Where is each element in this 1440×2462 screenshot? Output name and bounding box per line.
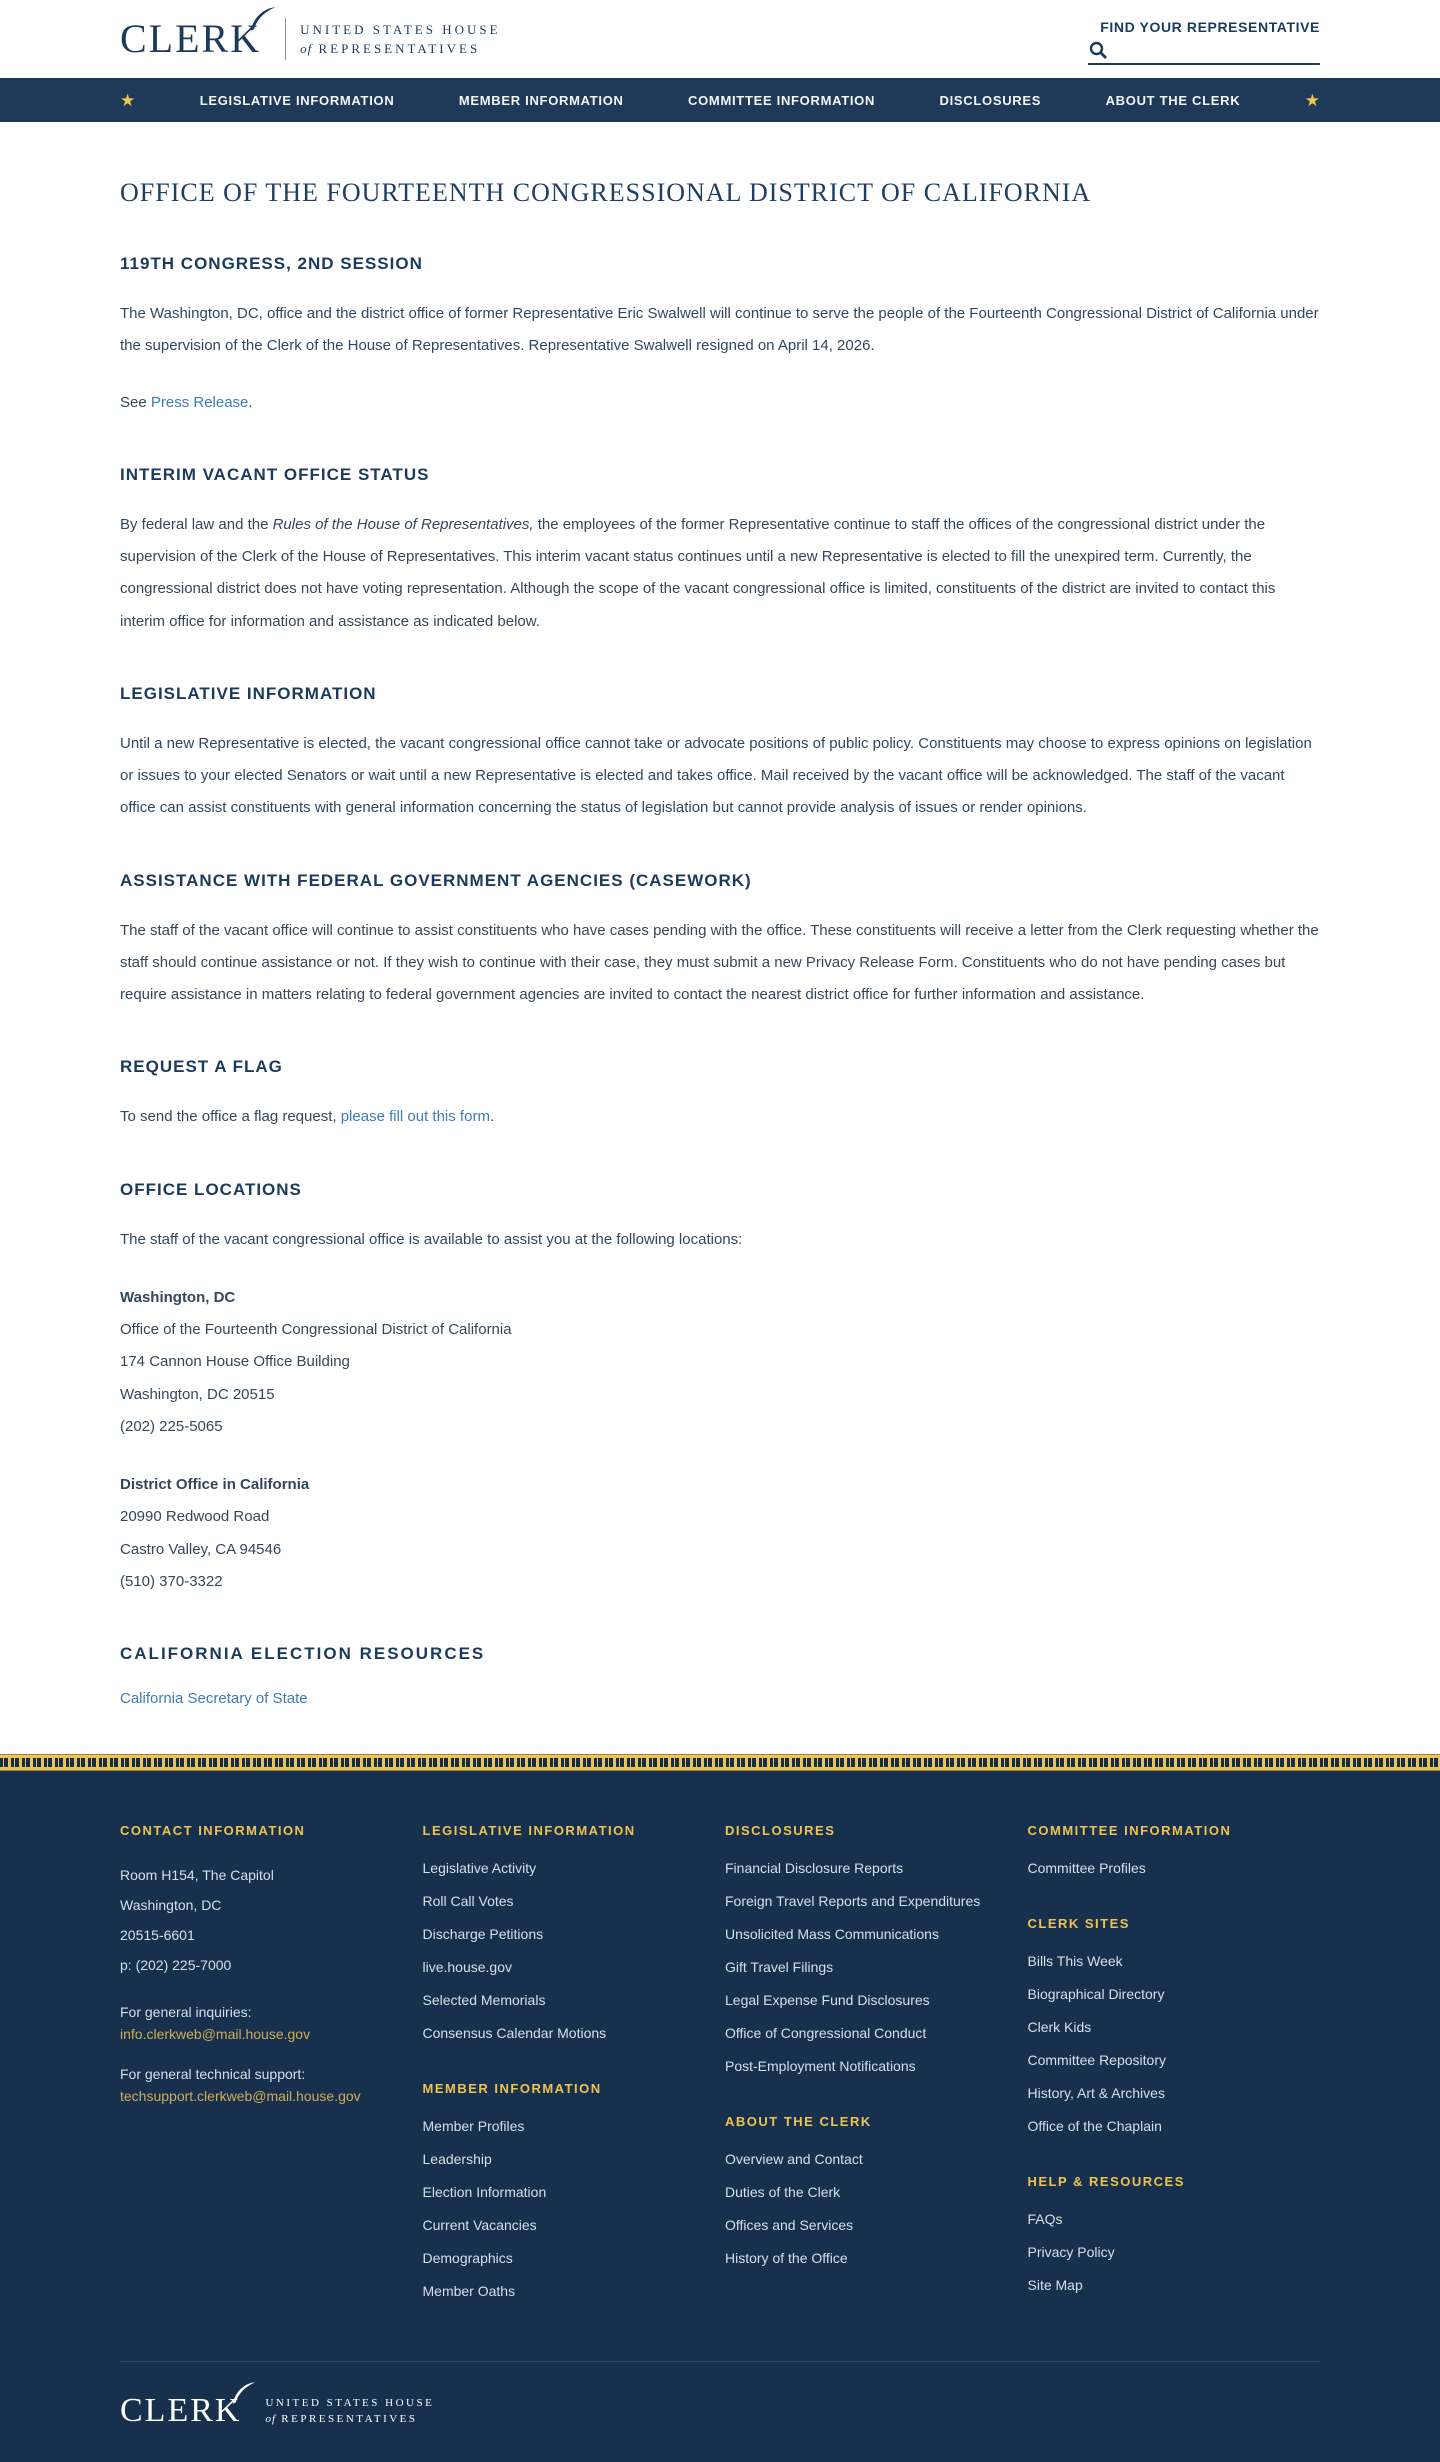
- footer-link-discharge-petitions[interactable]: Discharge Petitions: [422, 1926, 544, 1942]
- clerk-logo-word: CLERK: [120, 19, 271, 59]
- footer-clerk-sites-group: [1028, 1916, 1321, 2134]
- election-resources-heading: CALIFORNIA ELECTION RESOURCES: [120, 1644, 486, 1663]
- greek-key-border: [0, 1754, 1440, 1771]
- logo-divider: [285, 18, 286, 60]
- dc-office-line: Washington, DC 20515: [120, 1385, 275, 1403]
- district-office-title: District Office in California: [120, 1476, 310, 1493]
- footer-link-election-information[interactable]: Election Information: [422, 2184, 547, 2200]
- contact-address-line: Room H154, The Capitol: [120, 1867, 274, 1883]
- press-release-link[interactable]: Press Release: [150, 393, 249, 411]
- find-representative-label: FIND YOUR REPRESENTATIVE: [1100, 19, 1320, 35]
- footer-link-faqs[interactable]: FAQs: [1027, 2211, 1063, 2227]
- find-representative: [1088, 13, 1320, 65]
- footer-link-overview-and-contact[interactable]: Overview and Contact: [725, 2151, 863, 2167]
- dc-office-address: [120, 1282, 1320, 1443]
- flag-request-form-link[interactable]: please fill out this form: [340, 1108, 490, 1126]
- footer-link-foreign-travel-reports[interactable]: Foreign Travel Reports and Expenditures: [725, 1893, 981, 1909]
- footer-disclosures-group: [725, 1823, 1018, 2074]
- footer-link-consensus-calendar-motions[interactable]: Consensus Calendar Motions: [422, 2025, 607, 2041]
- footer-committee-heading: COMMITTEE INFORMATION: [1027, 1823, 1232, 1838]
- legislative-information-paragraph: Until a new Representative is elected, the vacant congressional office cannot take or advocate positions of public policy. Constituents may choose to express opinions on legislation or issues to your elected Senators or wait until a new Representative is elected and takes office. Mail received by the vacant office will be acknowledged. The staff of the vacant office can assist constituents with general information concerning the status of legislation but cannot provide analysis of issues or render opinions.: [120, 734, 1312, 817]
- contact-information-heading: CONTACT INFORMATION: [120, 1823, 306, 1838]
- congress-session-paragraph: The Washington, DC, office and the district office of former Representative Eric Swalwell will continue to serve the people of the Fourteenth Congressional District of California under the supervision of the Clerk of the House of Representatives. Representative Swalwell resigned on April 14, 2026.: [120, 305, 1319, 355]
- footer-logo-tagline-line2: REPRESENTATIVES: [281, 2413, 418, 2425]
- casework-heading: ASSISTANCE WITH FEDERAL GOVERNMENT AGENCIES (CASEWORK): [120, 870, 752, 890]
- general-inquiries-label: For general inquiries:: [120, 2004, 252, 2021]
- footer-link-site-map[interactable]: Site Map: [1027, 2277, 1083, 2293]
- interim-status-paragraph: [120, 509, 1320, 638]
- press-release-prefix: See: [120, 393, 151, 411]
- footer-link-history-art-archives[interactable]: History, Art & Archives: [1027, 2085, 1165, 2101]
- footer-link-live-house-gov[interactable]: live.house.gov: [422, 1959, 513, 1975]
- footer-link-selected-memorials[interactable]: Selected Memorials: [422, 1992, 546, 2008]
- footer-legislative-heading: LEGISLATIVE INFORMATION: [422, 1823, 636, 1838]
- footer-legislative-group: [423, 1823, 716, 2041]
- footer-contact-column: [120, 1823, 413, 2339]
- footer-disclosures-column: [725, 1823, 1018, 2339]
- footer-member-group: [423, 2081, 716, 2299]
- district-office-line: 20990 Redwood Road: [120, 1508, 270, 1526]
- footer-link-member-oaths[interactable]: Member Oaths: [422, 2283, 516, 2299]
- footer-disclosures-heading: DISCLOSURES: [725, 1823, 836, 1838]
- footer-help-resources-heading: HELP & RESOURCES: [1027, 2174, 1185, 2189]
- star-icon-right: ★: [1304, 90, 1320, 110]
- footer-link-duties-of-the-clerk[interactable]: Duties of the Clerk: [725, 2184, 841, 2200]
- nav-committee-information[interactable]: COMMITTEE INFORMATION: [688, 92, 876, 108]
- dc-office-line: Office of the Fourteenth Congressional District of California: [120, 1321, 512, 1338]
- press-release-period: .: [248, 393, 253, 411]
- casework-paragraph: The staff of the vacant office will continue to assist constituents who have cases pending with the office. These constituents will receive a letter from the Clerk requesting whether the staff should continue assistance or not. If they wish to continue with their case, they must submit a new Privacy Release Form. Constituents who do not have pending cases but require assistance in matters relating to federal government agencies are invited to contact the nearest district office for further information and assistance.: [120, 921, 1319, 1003]
- logo-tagline-line2: REPRESENTATIVES: [318, 41, 481, 56]
- contact-address-line: Washington, DC: [120, 1897, 222, 1914]
- footer-link-legal-expense-fund-disclosures[interactable]: Legal Expense Fund Disclosures: [725, 1992, 930, 2008]
- logo-tagline: [300, 20, 500, 59]
- footer-clerk-sites-heading: CLERK SITES: [1027, 1916, 1130, 1931]
- footer-link-member-profiles[interactable]: Member Profiles: [422, 2118, 525, 2134]
- footer-link-office-of-congressional-conduct[interactable]: Office of Congressional Conduct: [725, 2025, 927, 2041]
- nav-member-information[interactable]: MEMBER INFORMATION: [458, 92, 624, 108]
- footer-about-clerk-group: [725, 2114, 1018, 2266]
- contact-address-line: 20515-6601: [120, 1927, 195, 1944]
- footer-help-resources-group: [1028, 2174, 1321, 2293]
- footer-link-gift-travel-filings[interactable]: Gift Travel Filings: [725, 1959, 834, 1975]
- footer-link-biographical-directory[interactable]: Biographical Directory: [1027, 1986, 1165, 2002]
- nav-disclosures[interactable]: DISCLOSURES: [939, 92, 1042, 108]
- interim-text-before: By federal law and the: [120, 515, 273, 533]
- footer-link-legislative-activity[interactable]: Legislative Activity: [422, 1860, 537, 1876]
- district-office-line: Castro Valley, CA 94546: [120, 1540, 282, 1558]
- dc-office-title: Washington, DC: [120, 1288, 236, 1306]
- nav-legislative-information[interactable]: LEGISLATIVE INFORMATION: [199, 92, 395, 108]
- footer-about-clerk-heading: ABOUT THE CLERK: [725, 2114, 872, 2129]
- quill-icon: [232, 2379, 257, 2407]
- logo-tagline-of: of: [300, 41, 313, 56]
- search-input[interactable]: [1114, 40, 1320, 60]
- main-nav: [0, 78, 1440, 122]
- quill-icon: [250, 4, 277, 34]
- page-title: OFFICE OF THE FOURTEENTH CONGRESSIONAL DISTRICT OF CALIFORNIA: [120, 178, 1092, 207]
- footer-link-clerk-kids[interactable]: Clerk Kids: [1027, 2019, 1092, 2035]
- legislative-information-heading: LEGISLATIVE INFORMATION: [120, 683, 377, 703]
- footer-link-bills-this-week[interactable]: Bills This Week: [1027, 1953, 1123, 1969]
- contact-address: [120, 1860, 413, 1980]
- technical-support-label: For general technical support:: [120, 2066, 306, 2083]
- search-icon[interactable]: [1088, 40, 1108, 60]
- footer-link-unsolicited-mass-communications[interactable]: Unsolicited Mass Communications: [725, 1926, 939, 1942]
- press-release-line: [120, 387, 1320, 419]
- inquiries-email-link[interactable]: info.clerkweb@mail.house.gov: [120, 2026, 311, 2043]
- request-flag-prefix: To send the office a flag request,: [120, 1108, 341, 1126]
- district-office-phone: (510) 370-3322: [120, 1572, 223, 1590]
- rules-title-italic: Rules of the House of Representatives,: [272, 515, 534, 533]
- footer-link-current-vacancies[interactable]: Current Vacancies: [422, 2217, 537, 2233]
- footer-link-privacy-policy[interactable]: Privacy Policy: [1027, 2244, 1115, 2260]
- footer-link-post-employment-notifications[interactable]: Post-Employment Notifications: [725, 2058, 916, 2074]
- footer-logo-tagline: [265, 2395, 434, 2428]
- footer-committee-column: [1028, 1823, 1321, 2339]
- footer-bottom: [120, 2361, 1320, 2428]
- dc-office-phone: (202) 225-5065: [120, 1417, 223, 1435]
- footer-committee-group: [1028, 1823, 1321, 1876]
- footer-member-heading: MEMBER INFORMATION: [422, 2081, 602, 2096]
- clerk-logo[interactable]: [120, 18, 501, 60]
- footer-link-leadership[interactable]: Leadership: [422, 2151, 492, 2167]
- footer-link-history-of-the-office[interactable]: History of the Office: [725, 2250, 848, 2266]
- support-email-link[interactable]: techsupport.clerkweb@mail.house.gov: [120, 2088, 361, 2105]
- main-content: [120, 122, 1320, 1754]
- footer-link-office-of-the-chaplain[interactable]: Office of the Chaplain: [1027, 2118, 1162, 2134]
- dc-office-line: 174 Cannon House Office Building: [120, 1353, 350, 1371]
- footer-link-financial-disclosure-reports[interactable]: Financial Disclosure Reports: [725, 1860, 904, 1876]
- footer-logo-tagline-line1: UNITED STATES HOUSE: [265, 2396, 435, 2409]
- footer-legislative-column: [423, 1823, 716, 2339]
- footer-link-committee-profiles[interactable]: Committee Profiles: [1027, 1860, 1146, 1876]
- star-icon-left: ★: [120, 90, 136, 110]
- site-header: [0, 0, 1440, 78]
- footer-link-offices-and-services[interactable]: Offices and Services: [725, 2217, 854, 2233]
- footer-link-committee-repository[interactable]: Committee Repository: [1027, 2052, 1166, 2068]
- request-flag-period: .: [489, 1108, 495, 1126]
- footer-link-roll-call-votes[interactable]: Roll Call Votes: [422, 1893, 514, 1909]
- congress-session-heading: 119TH CONGRESS, 2ND SESSION: [120, 254, 423, 273]
- district-office-address: [120, 1469, 1320, 1598]
- office-locations-heading: OFFICE LOCATIONS: [120, 1179, 302, 1199]
- request-flag-heading: REQUEST A FLAG: [120, 1057, 283, 1077]
- footer-logo-tagline-of: of: [265, 2413, 277, 2425]
- california-secretary-of-state-link[interactable]: California Secretary of State: [120, 1690, 308, 1707]
- contact-phone: p: (202) 225-7000: [120, 1957, 232, 1974]
- request-flag-line: [120, 1101, 1320, 1133]
- footer-clerk-logo-word: CLERK: [120, 2394, 251, 2428]
- nav-about-the-clerk[interactable]: ABOUT THE CLERK: [1105, 92, 1241, 108]
- interim-status-heading: INTERIM VACANT OFFICE STATUS: [120, 464, 430, 484]
- logo-tagline-line1: UNITED STATES HOUSE: [300, 21, 501, 37]
- office-locations-intro: The staff of the vacant congressional office is available to assist you at the following locations:: [120, 1230, 743, 1248]
- site-footer: [0, 1771, 1440, 2462]
- zip-search[interactable]: [1088, 40, 1320, 65]
- footer-link-demographics[interactable]: Demographics: [422, 2250, 513, 2266]
- interim-text-after: the employees of the former Representative continue to staff the offices of the congressional district under the supervision of the Clerk of the House of Representatives. This interim vacant status continues until a new Representative is elected to fill the unexpired term. Currently, the congressional district does not have voting representation. Although the scope of the vacant congressional office is limited, constituents of the district are invited to contact this interim office for information and assistance as indicated below.: [120, 515, 1276, 630]
- footer-clerk-logo[interactable]: [120, 2394, 1320, 2428]
